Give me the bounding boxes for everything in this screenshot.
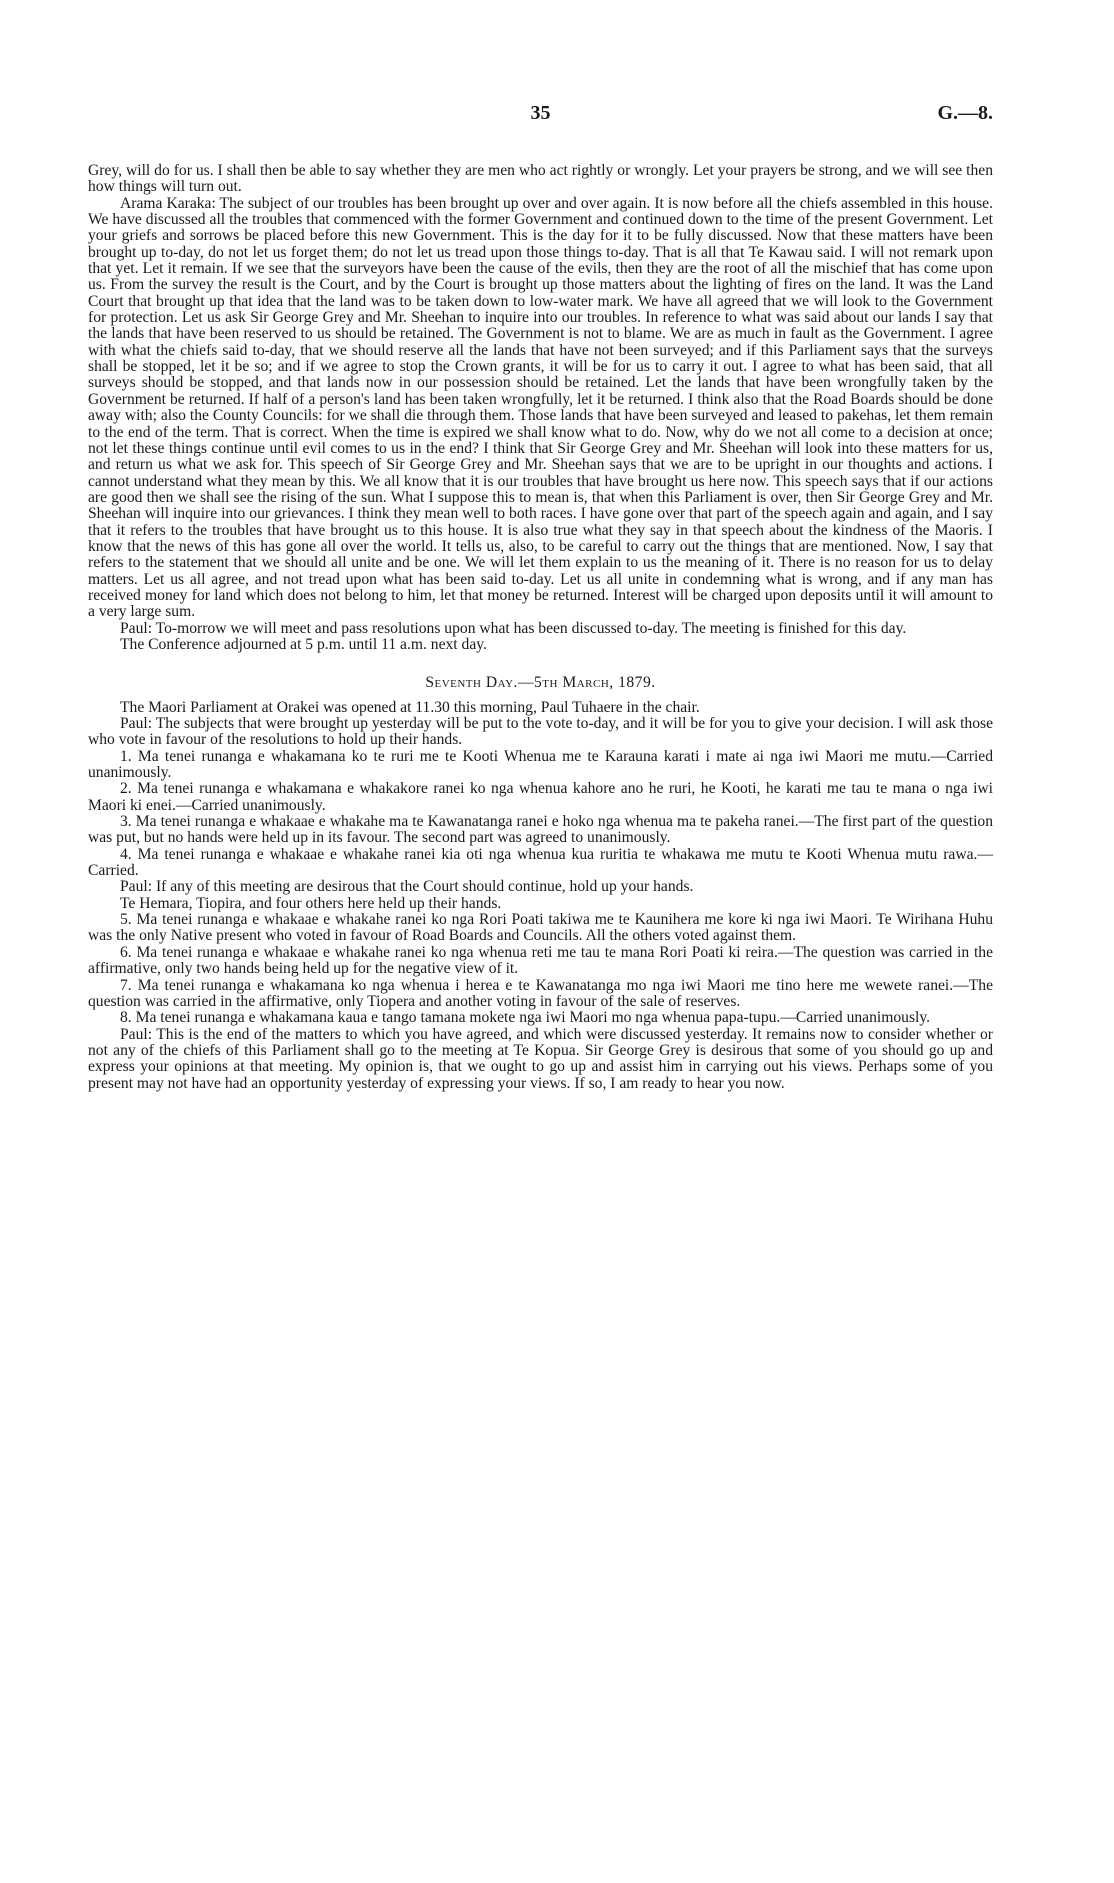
- resolution-item: 7. Ma tenei runanga e whakamana ko nga whenua i herea e te Kawanatanga mo nga iwi Maori me tino here me wewete ranei.—The question was carried in the affirmative, only Tiopera and another voting in favour of the sale of reserves.: [88, 976, 993, 1010]
- paragraph: Paul: If any of this meeting are desirous that the Court should continue, hold up your hands.: [120, 878, 694, 896]
- resolution-item: 3. Ma tenei runanga e whakaae e whakahe ma te Kawanatanga ranei e hoko nga whenua ma te pakeha ranei.—The first part of the question was put, but no hands were held up in its favour. The second part was agreed to unanimously.: [88, 813, 993, 847]
- paragraph: Grey, will do for us. I shall then be able to say whether they are men who act rightly or wrongly. Let your prayers be strong, and we will see then how things will turn out.: [88, 162, 993, 196]
- paragraph: Paul: The subjects that were brought up yesterday will be put to the vote to-day, and it will be for you to give your decision. I will ask those who vote in favour of the resolutions to hold up their hands.: [88, 715, 993, 749]
- document-body: [88, 163, 993, 1092]
- page-number: 35: [530, 102, 551, 124]
- paragraph: Te Hemara, Tiopira, and four others here held up their hands.: [120, 894, 502, 912]
- page-header: [88, 102, 993, 132]
- paragraph: The Maori Parliament at Orakei was opened at 11.30 this morning, Paul Tuhaere in the chair.: [120, 698, 700, 716]
- resolution-item: 8. Ma tenei runanga e whakamana kaua e tango tamana mokete nga iwi Maori mo nga whenua papa-tupu.—Carried unanimously.: [120, 1009, 931, 1027]
- resolution-item: 1. Ma tenei runanga e whakamana ko te ruri me te Kooti Whenua me te Karauna karati i mate ai nga iwi Maori me mutu.—Carried unanimously.: [88, 747, 993, 782]
- paragraph: Paul: To-morrow we will meet and pass resolutions upon what has been discussed to-day. The meeting is finished for this day.: [120, 619, 907, 637]
- resolution-item: 5. Ma tenei runanga e whakaae e whakahe ranei ko nga Rori Poati takiwa me te Kaunihera me kore ki nga iwi Maori. Te Wirihana Huhu was the only Native present who voted in favour of Road Boards and Councils. All the others voted against them.: [88, 911, 993, 945]
- resolution-item: 4. Ma tenei runanga e whakaae e whakahe ranei kia oti nga whenua kua ruritia te whakawa me mutu te Kooti Whenua mutu rawa.—Carried.: [88, 845, 993, 880]
- document-reference: G.—8.: [937, 102, 993, 124]
- paragraph: Arama Karaka: The subject of our troubles has been brought up over and over again. It is now before all the chiefs assembled in this house. We have discussed all the troubles that commenced with the former Government and continued down to the time of the present Government. Let your griefs and sorrows be placed before this new Government. This is the day for it to be fully discussed. Now that these matters have been brought up to-day, do not let us forget them; do not let us tread upon those things to-day. That is all that Te Kawau said. I will not remark upon that yet. Let it remain. If we see that the surveyors have been the cause of the evils, then they are the root of all the mischief that has come upon us. From the survey the result is the Court, and by the Court is brought up those matters about the lighting of fires on the land. It was the Land Court that brought up that idea that the land was to be taken down to low-water mark. We have all agreed that we will look to the Government for protection. Let us ask Sir George Grey and Mr. Sheehan to inquire into our troubles. In reference to what was said about our lands I say that the lands that have been reserved to us should be retained. The Government is not to blame. We are as much in fault as the Government. I agree with what the chiefs said to-day, that we should reserve all the lands that have not been surveyed; and if this Parliament says that the surveys shall be stopped, let it be so; and if we agree to stop the Crown grants, it will be for us to carry it out. I agree to what has been said, that all surveys should be stopped, and that lands now in our possession should be retained. Let the lands that have been wrongfully taken by the Government be returned. If half of a person's land has been taken wrongfully, let it be returned. I think also that the Road Boards should be done away with; also the County Councils: for we shall die through them. Those lands that have been surveyed and leased to pakehas, let them remain to the end of the term. That is correct. When the time is expired we shall know what to do. Now, why do we not all come to a decision at once; not let these things continue until evil comes to us in the end? I think that Sir George Grey and Mr. Sheehan will look into these matters for us, and return us what we ask for. This speech of Sir George Grey and Mr. Sheehan says that we are to be upright in our thoughts and actions. I cannot understand what they mean by this. We all know that it is our troubles that have brought us here now. This speech says that if our actions are good then we shall see the rising of the sun. What I suppose this to mean is, that when this Parliament is over, then Sir George Grey and Mr. Sheehan will inquire into our grievances. I think they mean well to both races. I have gone over that part of the speech again and again, and I say that it refers to the troubles that have brought us to this house. It is also true what they say in that speech about the kindness of the Maoris. I know that the news of this has gone all over the world. It tells us, also, to be careful to carry out the things that are mentioned. Now, I say that refers to the statement that we should all unite and be one. We will let them explain to us the meaning of it. There is no reason for us to delay matters. Let us all agree, and not tread upon what has been said to-day. Let us all unite in condemning what is wrong, and if any man has received money for land which does not belong to him, let that money be returned. Interest will be charged upon deposits until it will amount to a very large sum.: [88, 194, 993, 621]
- paragraph: The Conference adjourned at 5 p.m. until 11 a.m. next day.: [120, 635, 487, 653]
- section-heading: Seventh Day.—5th March, 1879.: [425, 674, 656, 692]
- resolution-item: 6. Ma tenei runanga e whakaae e whakahe ranei ko nga whenua reti me tau te mana Rori Poati ki reira.—The question was carried in the affirmative, only two hands being held up for the negative view of it.: [88, 943, 993, 978]
- resolution-item: 2. Ma tenei runanga e whakamana e whakakore ranei ko nga whenua kahore ano he ruri, he Kooti, he karati me tau te mana o nga iwi Maori ki enei.—Carried unanimously.: [88, 780, 993, 814]
- paragraph: Paul: This is the end of the matters to which you have agreed, and which were discussed yesterday. It remains now to consider whether or not any of the chiefs of this Parliament shall go to the meeting at Te Kopua. Sir George Grey is desirous that some of you should go up and express your opinions at that meeting. My opinion is, that we ought to go up and assist him in carrying out his views. Perhaps some of you present may not have had an opportunity yesterday of expressing your views. If so, I am ready to hear you now.: [88, 1025, 993, 1092]
